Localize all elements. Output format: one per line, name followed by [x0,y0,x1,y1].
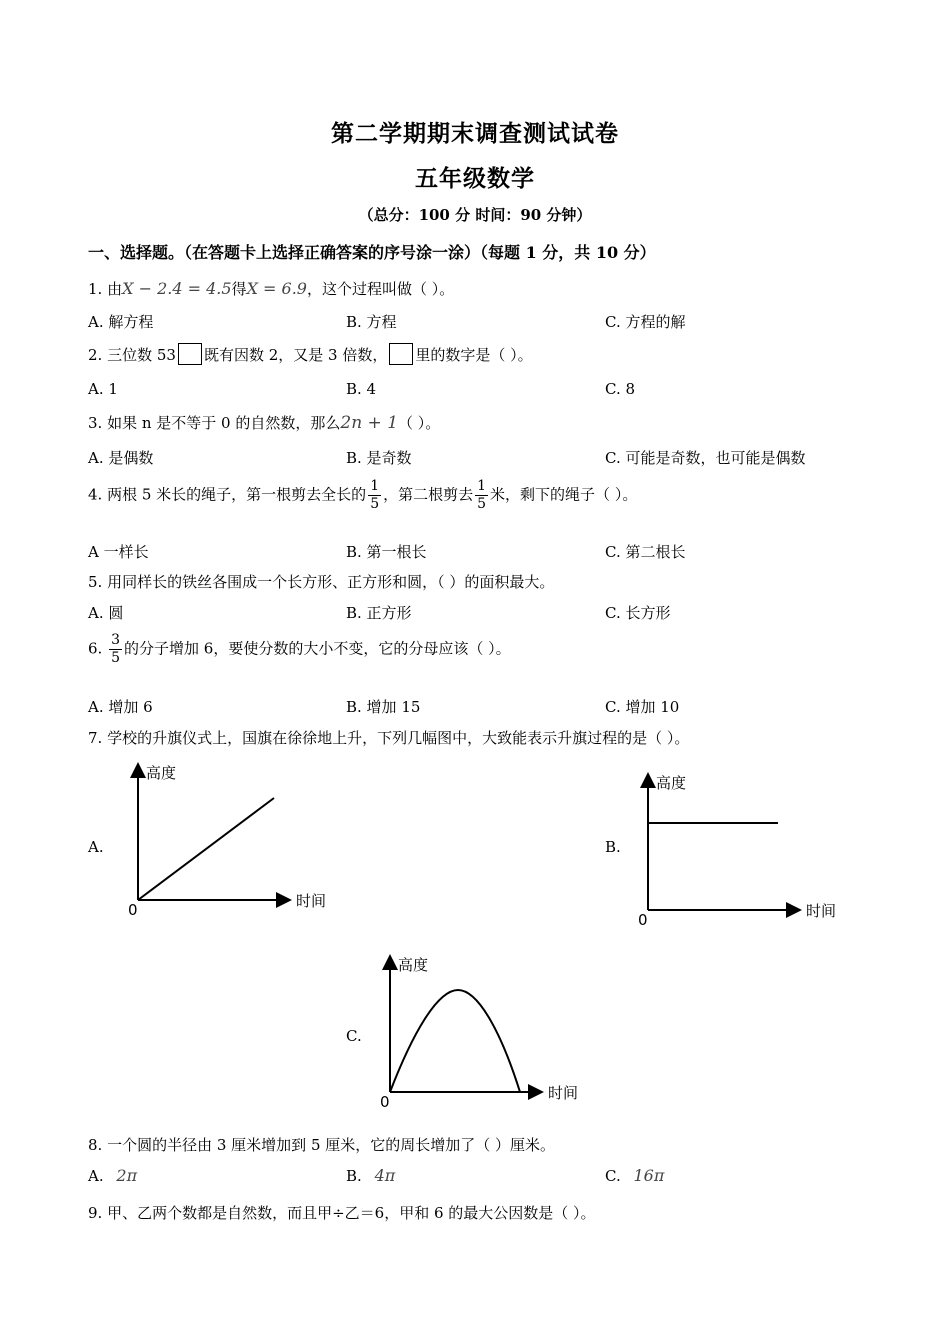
option-c[interactable]: C. 第二根长 [605,543,686,561]
equation: X = 6.9 [246,279,307,298]
exam-info: （总分：100 分 时间：90 分钟） [358,206,592,224]
question-3 [88,412,440,433]
option-c[interactable]: C. 8 [605,380,636,398]
question-text: 三位数 53 [107,346,176,364]
fraction-denominator: 5 [477,496,487,512]
option-b[interactable] [346,1166,395,1185]
question-number: 7. [88,729,103,747]
rising-line [138,798,274,900]
option-c[interactable]: C. 长方形 [605,604,671,622]
graph-b[interactable] [630,768,850,928]
exam-title: 第二学期期末调查测试试卷 [331,120,619,147]
question-9 [88,1202,596,1223]
fraction [109,632,122,667]
option-b-label[interactable]: B. [605,838,621,856]
fraction-numerator: 3 [111,632,121,648]
question-text: 一个圆的半径由 3 厘米增加到 5 厘米，它的周长增加了（ ）厘米。 [107,1136,556,1154]
question-text: （ ）。 [398,414,441,432]
option-expression: 16π [633,1166,665,1185]
y-axis-label: 高度 [656,774,687,792]
option-c-label[interactable]: C. [346,1027,362,1045]
x-axis-label: 时间 [806,902,837,920]
option-a[interactable]: A. 解方程 [88,313,154,331]
section-heading: 一、选择题。（在答题卡上选择正确答案的序号涂一涂）（每题 1 分，共 10 分） [88,243,656,262]
question-4 [88,478,637,513]
option-a[interactable]: A. 1 [88,380,118,398]
option-b[interactable]: B. 方程 [346,313,397,331]
question-7 [88,727,689,748]
fraction-denominator: 5 [111,650,121,666]
question-5 [88,571,554,592]
blank-box [178,343,202,365]
question-text: 两根 5 米长的绳子，第一根剪去全长的 [107,485,367,504]
question-number: 2. [88,346,103,364]
origin-label: 0 [128,901,138,918]
question-2 [88,343,533,365]
y-axis-label: 高度 [146,764,177,782]
option-a[interactable] [88,1166,137,1185]
equation: X − 2.4 = 4.5 [122,279,232,298]
expression: 2n + 1 [340,413,399,433]
exam-subtitle: 五年级数学 [415,165,535,192]
x-axis-label: 时间 [548,1084,579,1102]
question-number: 4. [88,485,103,504]
option-b[interactable]: B. 第一根长 [346,543,427,561]
option-label: B. [346,1167,362,1185]
fraction [475,478,488,513]
question-text: 得 [231,280,247,298]
blank-box [389,343,413,365]
question-text: 既有因数 2，又是 3 倍数， [203,346,388,364]
option-expression: 2π [116,1166,138,1185]
question-text: 学校的升旗仪式上，国旗在徐徐地上升，下列几幅图中，大致能表示升旗过程的是（ ）。 [107,729,690,747]
y-axis-label: 高度 [398,956,429,974]
origin-label: 0 [380,1093,390,1110]
question-text: 如果 n 是不等于 0 的自然数，那么 [107,414,341,432]
question-text: 甲、乙两个数都是自然数，而且甲÷乙＝6，甲和 6 的最大公因数是（ ）。 [107,1204,596,1222]
question-text: 的分子增加 6，要使分数的大小不变，它的分母应该（ ）。 [124,639,511,658]
question-1 [88,278,454,299]
option-c[interactable]: C. 方程的解 [605,313,686,331]
fraction-denominator: 5 [370,496,380,512]
fraction-numerator: 1 [477,478,487,494]
question-text: ，第二根剪去 [383,485,474,504]
option-expression: 4π [374,1166,396,1185]
option-a[interactable]: A. 是偶数 [88,449,154,467]
question-6 [88,632,511,667]
question-text: 里的数字是（ ）。 [415,346,533,364]
question-number: 6. [88,639,103,658]
option-a[interactable]: A. 增加 6 [88,698,153,716]
question-number: 1. [88,280,103,298]
question-number: 9. [88,1204,103,1222]
question-text: 米，剩下的绳子（ ）。 [490,485,638,504]
option-b[interactable]: B. 增加 15 [346,698,421,716]
option-label: A. [88,1167,104,1185]
graph-a[interactable] [120,758,340,918]
question-8 [88,1134,555,1155]
option-a[interactable]: A 一样长 [88,543,149,561]
question-text: ，这个过程叫做（ ）。 [306,280,455,298]
option-b[interactable]: B. 是奇数 [346,449,412,467]
option-a-label[interactable]: A. [88,838,104,856]
graph-c[interactable] [372,950,592,1110]
arc-curve [390,990,520,1092]
fraction-numerator: 1 [370,478,380,494]
option-label: C. [605,1167,621,1185]
question-text: 用同样长的铁丝各围成一个长方形、正方形和圆，（ ）的面积最大。 [107,573,555,591]
question-number: 5. [88,573,103,591]
question-text: 由 [107,280,123,298]
option-c[interactable]: C. 可能是奇数，也可能是偶数 [605,449,806,467]
x-axis-label: 时间 [296,892,327,910]
question-number: 3. [88,414,103,432]
option-c[interactable]: C. 增加 10 [605,698,680,716]
fraction [368,478,381,513]
option-c[interactable] [605,1166,664,1185]
option-b[interactable]: B. 正方形 [346,604,412,622]
option-b[interactable]: B. 4 [346,380,377,398]
option-a[interactable]: A. 圆 [88,604,124,622]
question-number: 8. [88,1136,103,1154]
origin-label: 0 [638,911,648,928]
